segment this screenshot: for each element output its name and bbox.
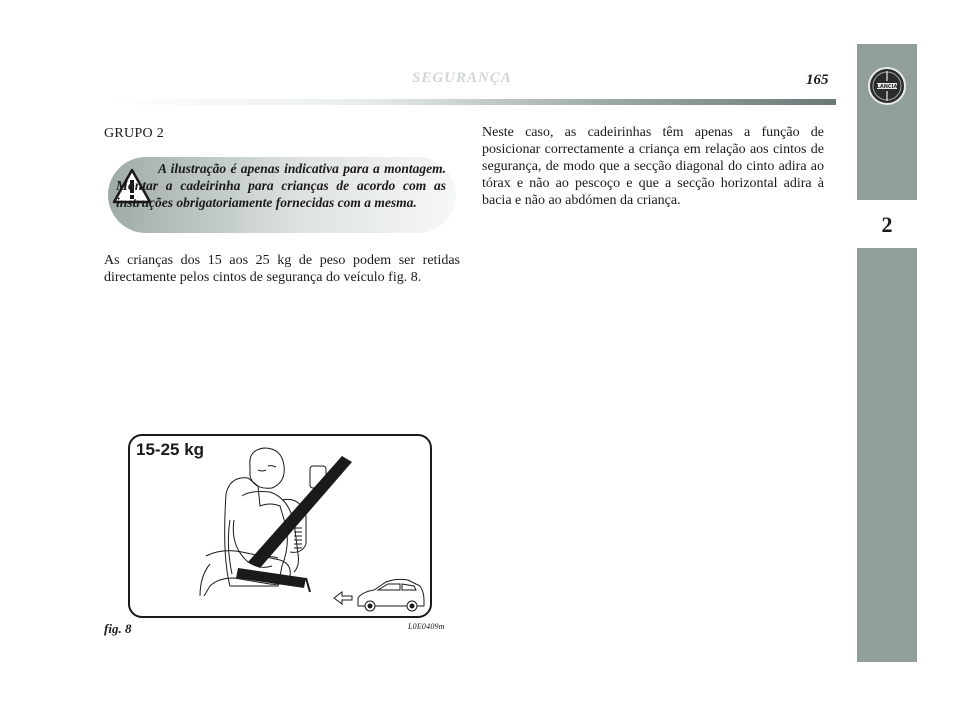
sidebar-bottom-tab [857,248,917,662]
car-side-icon [358,579,424,611]
figure-code: L0E0409m [408,622,445,631]
chapter-number: 2 [857,205,917,245]
header-title: SEGURANÇA [412,70,512,86]
section-heading: GRUPO 2 [104,126,165,141]
figure-caption: fig. 8 [104,621,132,636]
lancia-logo-icon [867,66,907,106]
logo-text: LANCIA [876,84,898,90]
figure-weight-label: 15-25 kg [136,440,205,459]
child-seat-illustration [130,436,430,616]
body-paragraph-right: Neste caso, as cadeirinhas têm apenas a função de posicionar correctamente a criança em relação aos cintos de segurança, de modo que a secção diagonal do cinto adira ao tórax e não ao pescoço e que a secção horizontal adira à bacia e não ao abdómen da criança. [482,125,824,208]
body-paragraph-left: As crianças dos 15 aos 25 kg de peso podem ser retidas directamente pelos cintos de segurança do veículo fig. 8. [104,253,460,285]
warning-text: A ilustração é apenas indicativa para a montagem. Montar a cadeirinha para crianças de acordo com as instruções obrigatoriamente fornecidas com a mesma. [116,161,446,210]
page-number: 165 [806,72,829,88]
direction-arrow-icon [334,592,352,604]
header-rule [104,99,836,105]
figure-frame [128,434,432,618]
